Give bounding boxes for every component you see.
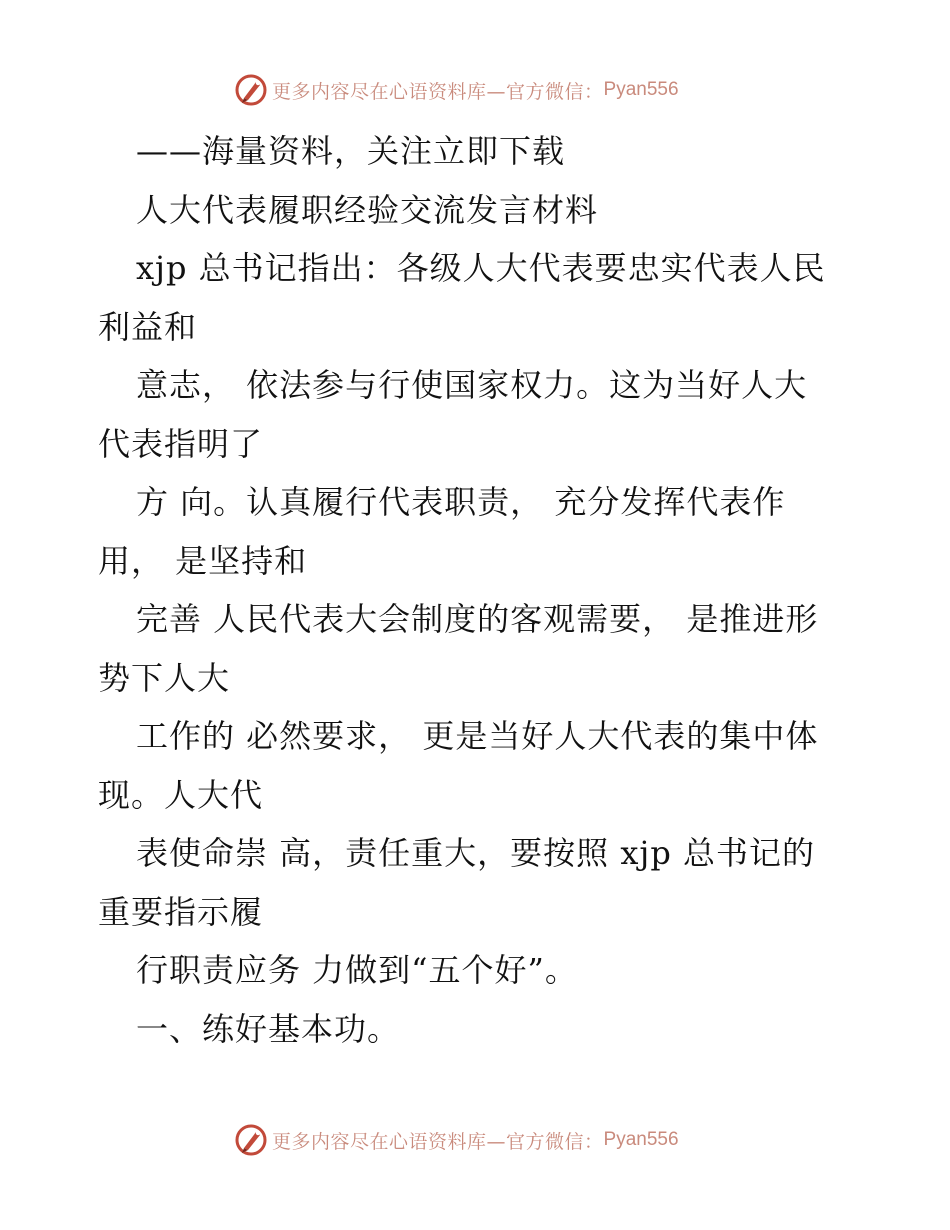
text-line: 代表指明了 (98, 424, 264, 463)
pen-logo-icon (234, 1123, 268, 1157)
watermark-text: 更多内容尽在心语资料库—官方微信： (272, 80, 604, 103)
watermark-text: 更多内容尽在心语资料库—官方微信： (272, 1130, 604, 1153)
watermark-wechat-id: Pyan556 (603, 79, 679, 100)
text-line: 势下人大 (98, 658, 231, 697)
text-line: 重要指示履 (98, 892, 264, 931)
text-line: 工作的 必然要求， 更是当好人大代表的集中体 (136, 717, 819, 755)
text-line: 用， 是坚持和 (98, 541, 308, 580)
document-title: 人大代表履职经验交流发言材料 (136, 190, 599, 229)
watermark-wechat-id: Pyan556 (603, 1129, 679, 1150)
header-watermark (234, 72, 754, 108)
text-line: 意志， 依法参与行使国家权力。这为当好人大 (136, 366, 808, 404)
text-line: 完善 人民代表大会制度的客观需要， 是推进形 (136, 600, 819, 638)
text-line: xjp 总书记指出：各级人大代表要忠实代表人民 (136, 249, 826, 287)
pen-logo-icon (234, 73, 268, 107)
text-line: 利益和 (98, 307, 198, 346)
section-heading: 一、练好基本功。 (136, 1009, 401, 1048)
text-line: 表使命崇 高，责任重大，要按照 xjp 总书记的 (136, 834, 815, 872)
text-line: ——海量资料，关注立即下载 (136, 132, 566, 170)
text-line: 行职责应务 力做到“五个好”。 (136, 951, 578, 989)
document-body (98, 122, 858, 1058)
footer-watermark (234, 1122, 754, 1158)
text-line: 方 向。认真履行代表职责， 充分发挥代表作 (136, 483, 786, 521)
text-line: 现。人大代 (98, 775, 264, 814)
